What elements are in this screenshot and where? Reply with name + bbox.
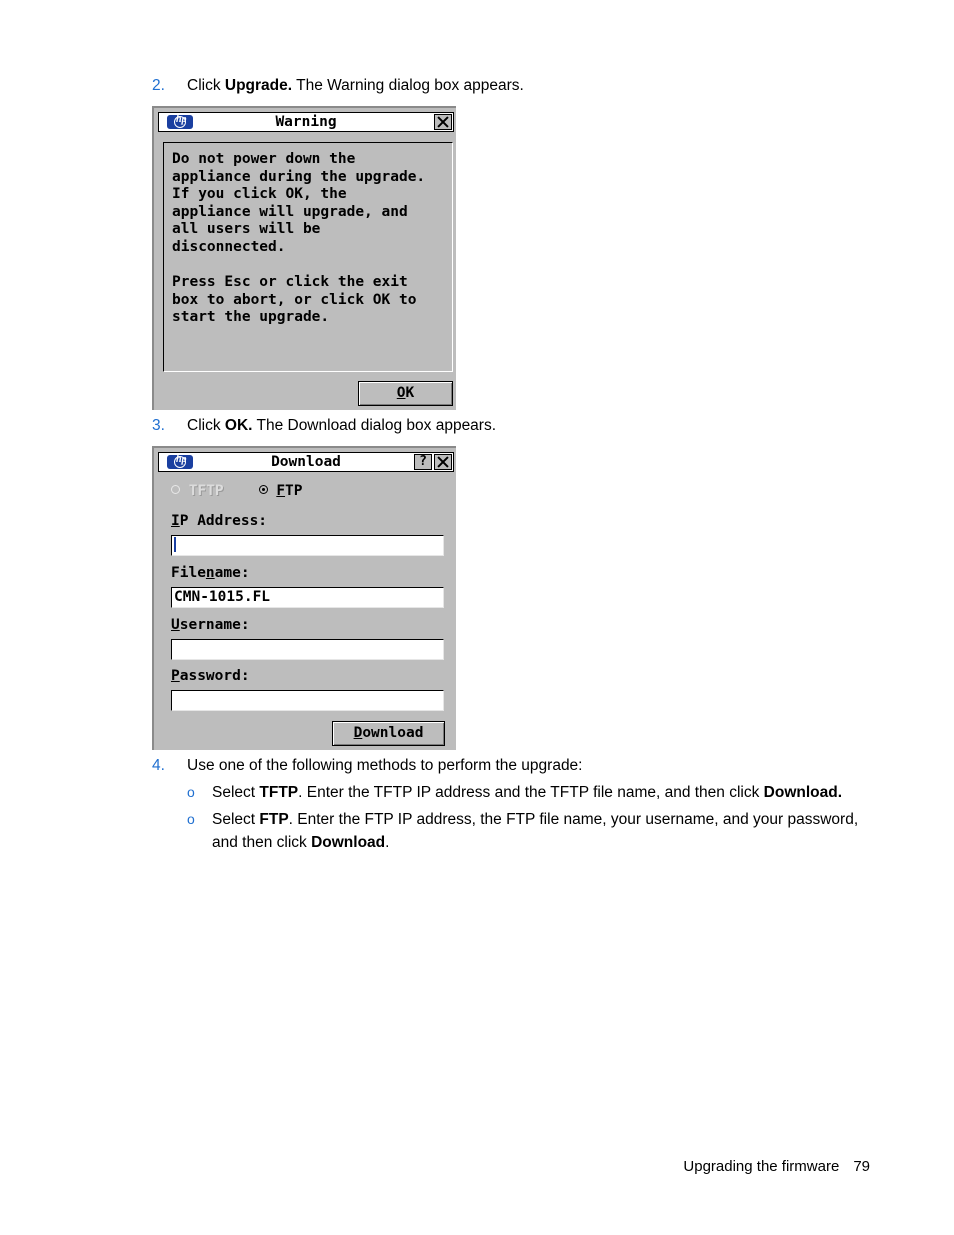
password-input[interactable] <box>171 690 444 711</box>
download-titlebar <box>158 452 454 472</box>
ftp-radio[interactable] <box>259 485 268 494</box>
bullet-mark: o <box>187 784 195 800</box>
tftp-radio-label: TFTP <box>188 483 224 499</box>
step-number: 3. <box>152 417 165 434</box>
step-text: Click OK. The Download dialog box appears. <box>187 417 497 434</box>
bullet-text: Select FTP. Enter the FTP IP address, the FTP file name, your username, and your password, and then click Download. <box>212 811 859 851</box>
warning-message: Do not power down the appliance during the upgrade. If you click OK, the appliance will upgrade, and all users will be disconnected. Press Esc or click the exit box to abort, or click OK to start the upgrade. <box>163 142 453 372</box>
close-icon[interactable] <box>434 454 452 470</box>
ok-button[interactable]: OK <box>358 381 453 406</box>
tftp-radio[interactable] <box>171 485 180 494</box>
password-label: Password: <box>171 668 250 684</box>
step-number: 4. <box>152 757 165 774</box>
page-footer <box>683 1158 870 1175</box>
close-icon[interactable] <box>434 114 452 130</box>
page-number: 79 <box>853 1158 870 1175</box>
step-number: 2. <box>152 77 165 94</box>
dialog-title: Warning <box>275 114 337 130</box>
ip-address-input[interactable] <box>171 535 444 556</box>
text-caret <box>174 537 176 552</box>
hp-logo-icon: hp <box>167 115 193 129</box>
filename-label: Filename: <box>171 565 250 581</box>
step-text: Click Upgrade. The Warning dialog box appears. <box>187 77 524 94</box>
username-input[interactable] <box>171 639 444 660</box>
ip-address-label: IP Address: <box>171 513 268 529</box>
bullet-text: Select TFTP. Enter the TFTP IP address and the TFTP file name, and then click Download. <box>212 784 843 801</box>
help-icon[interactable]: ? <box>414 454 432 470</box>
download-dialog <box>152 446 456 750</box>
ftp-radio-label: FTP <box>276 483 303 499</box>
filename-input[interactable]: CMN-1015.FL <box>171 587 444 608</box>
dialog-title: Download <box>271 454 341 470</box>
warning-dialog <box>152 106 456 410</box>
warning-titlebar <box>158 112 454 132</box>
footer-section-title: Upgrading the firmware <box>683 1158 840 1175</box>
bullet-mark: o <box>187 811 195 827</box>
step-text: Use one of the following methods to perform the upgrade: <box>187 757 583 774</box>
protocol-selector <box>171 482 303 500</box>
username-label: Username: <box>171 617 250 633</box>
download-button[interactable]: Download <box>332 721 445 746</box>
hp-logo-icon: hp <box>167 455 193 469</box>
